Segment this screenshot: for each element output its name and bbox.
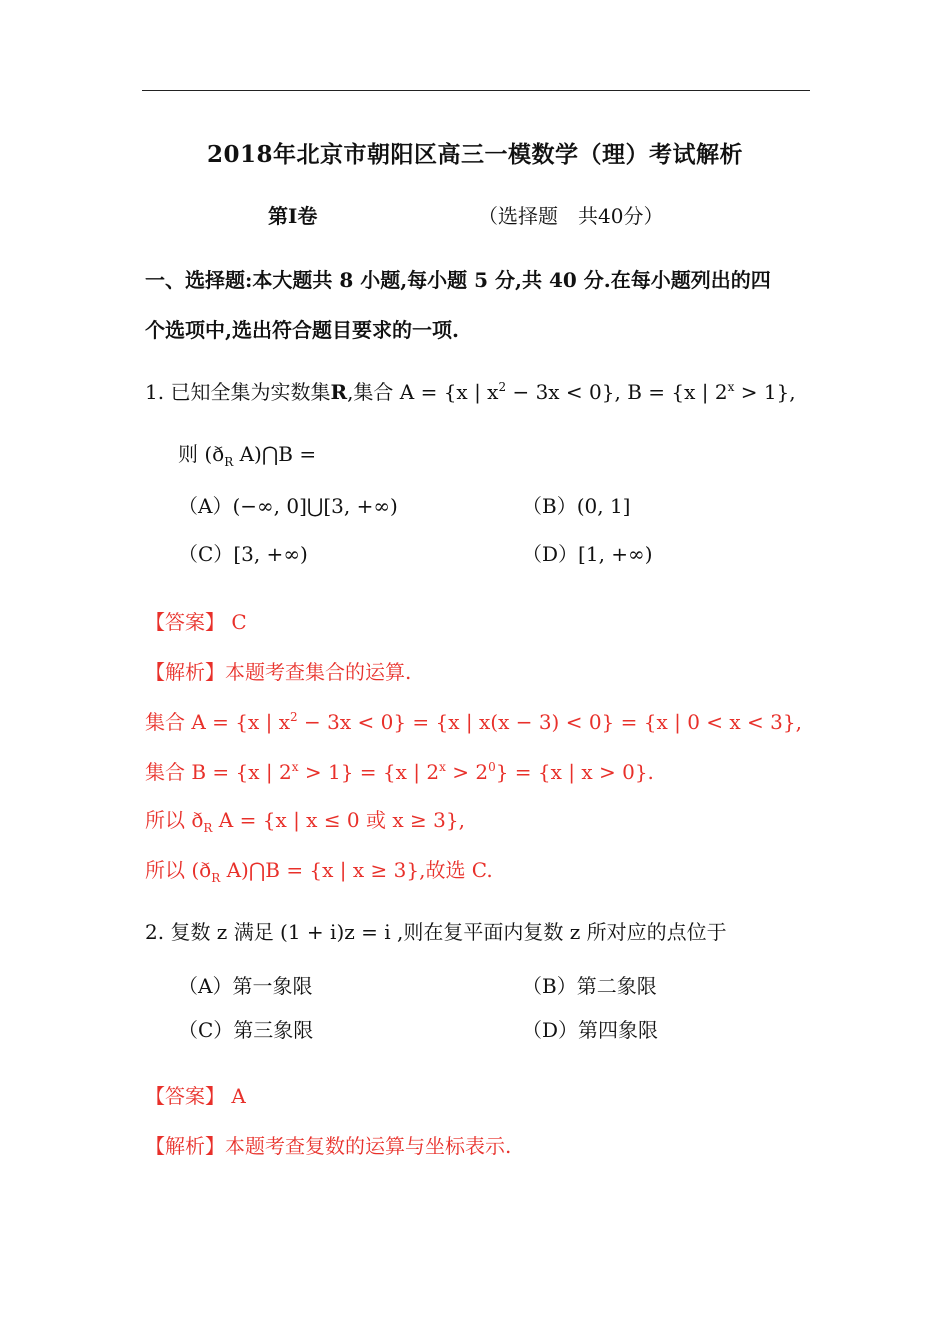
q2-analysis: 【解析】本题考查复数的运算与坐标表示.: [145, 1134, 512, 1158]
q2-stem: 2. 复数 z 满足 (1 + i)z = i ,则在复平面内复数 z 所对应的点位于: [145, 920, 727, 944]
q1-answer: 【答案】 C: [145, 610, 247, 634]
q2-option-c: （C）第三象限: [178, 1018, 314, 1042]
q1-work-4: 所以 ($ð_R$ A)⋂B = {x | x ≥ 3},故选 C.: [145, 858, 493, 885]
q2-option-b: （B）第二象限: [522, 974, 657, 998]
q1-option-b: （B）(0, 1]: [522, 494, 631, 518]
q1-work-1: 集合 A = {x | $x^2 - 3x < 0\} = \{x$ | x(x − 3) < 0} = {x | 0 < x < 3},: [145, 710, 802, 734]
part-note: （选择题 共40分）: [478, 204, 664, 228]
q1-work-2: 集合 B = {x | $2^x > 1\} = \{x$ | $2^x > 2^0\} = \{x$ | x > 0}.: [145, 760, 654, 784]
q1-work-3: 所以 $ð_R$ A = {x | x ≤ 0 或 x ≥ 3},: [145, 808, 465, 835]
q1-option-c: （C）[3, +∞): [178, 542, 308, 566]
q1-analysis: 【解析】本题考查集合的运算.: [145, 660, 412, 684]
q1-option-a: （A）(−∞, 0]⋃[3, +∞): [178, 494, 398, 518]
q1-stem-line2: 则 ($ð_R$ A)⋂B =: [178, 442, 317, 469]
q2-option-d: （D）第四象限: [522, 1018, 659, 1042]
q1-stem: 1. 已知全集为实数集R,集合 A = {x | $x^2 - 3x < 0$}, B = {x | $2^x > 1$},: [145, 380, 796, 404]
q1-option-d: （D）[1, +∞): [522, 542, 653, 566]
part-name: 第Ⅰ卷: [268, 204, 318, 228]
header-rule: [142, 90, 810, 91]
q2-option-a: （A）第一象限: [178, 974, 313, 998]
page-title: 2018年北京市朝阳区高三一模数学（理）考试解析: [206, 141, 743, 168]
section-intro-line1: 一、选择题:本大题共 8 小题,每小题 5 分,共 40 分.在每小题列出的四: [145, 268, 771, 292]
q2-answer: 【答案】 A: [145, 1084, 246, 1108]
section-intro-line2: 个选项中,选出符合题目要求的一项.: [145, 318, 459, 342]
